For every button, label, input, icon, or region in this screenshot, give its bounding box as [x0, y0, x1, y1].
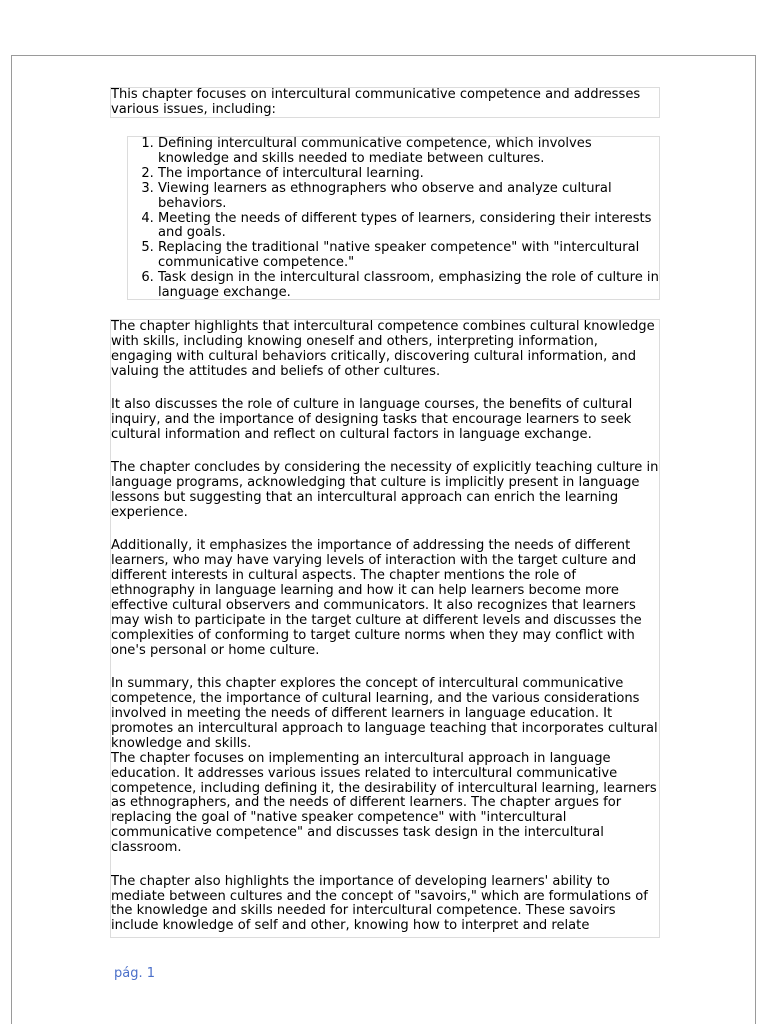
- body-paragraph: The chapter also highlights the importance of developing learners' ability to mediate between cultures and the concept of "savoirs," which are formulations of the knowledge and skills needed for intercultural competence. These savoirs include knowledge of self and other, knowing how to interpret and relate: [111, 873, 648, 934]
- body-paragraph: The chapter concludes by considering the necessity of explicitly teaching culture in language programs, acknowledging that culture is implicitly present in language lessons but suggesting that an intercultural approach can enrich the learning experience.: [111, 460, 659, 521]
- issues-list: [128, 137, 659, 300]
- list-item: 2. The importance of intercultural learning.: [158, 167, 659, 182]
- document-page: [11, 55, 756, 1024]
- intro-paragraph: This chapter focuses on intercultural communicative competence and addresses various issues, including:: [110, 87, 660, 118]
- list-item: 4. Meeting the needs of different types of learners, considering their interests and goals.: [158, 212, 659, 242]
- list-item: 1. Defining intercultural communicative competence, which involves knowledge and skills needed to mediate between cultures.: [158, 137, 659, 167]
- body-text-box: [110, 319, 660, 938]
- body-paragraph: The chapter highlights that intercultural competence combines cultural knowledge with skills, including knowing oneself and others, interpreting information, engaging with cultural behaviors critically, discovering cultural information, and valuing the attitudes and beliefs of other cultures.: [111, 319, 655, 379]
- body-paragraph: The chapter focuses on implementing an intercultural approach in language education. It addresses various issues related to intercultural communicative competence, including defining it, the desirability of intercultural learning, learners as ethnographers, and the needs of different learners. The chapter argues for replacing the goal of "native speaker competence" with "intercultural communicative competence" and discusses task design in the intercultural classroom.: [111, 750, 657, 856]
- body-paragraph: It also discusses the role of culture in language courses, the benefits of cultural inquiry, and the importance of designing tasks that encourage learners to seek cultural information and reflect on cultural factors in language exchange.: [111, 397, 633, 442]
- list-item: 5. Replacing the traditional "native speaker competence" with "intercultural communicative competence.": [158, 241, 659, 271]
- page-number: pág. 1: [114, 966, 156, 981]
- list-item: 3. Viewing learners as ethnographers who observe and analyze cultural behaviors.: [158, 182, 659, 212]
- body-paragraph: Additionally, it emphasizes the importance of addressing the needs of different learners, who may have varying levels of interaction with the target culture and different interests in cultural aspects. The chapter mentions the role of ethnography in language learning and how it can help learners become more effective cultural observers and communicators. It also recognizes that learners may wish to participate in the target culture at different levels and discusses the complexities of conforming to target culture norms when they may conflict with one's personal or home culture.: [111, 538, 642, 658]
- list-item: 6. Task design in the intercultural classroom, emphasizing the role of culture in language exchange.: [158, 271, 659, 300]
- body-paragraph: In summary, this chapter explores the concept of intercultural communicative competence, the importance of cultural learning, and the various considerations involved in meeting the needs of different learners in language education. It promotes an intercultural approach to language teaching that incorporates cultural knowledge and skills.: [111, 676, 658, 751]
- issues-list-box: [127, 136, 660, 300]
